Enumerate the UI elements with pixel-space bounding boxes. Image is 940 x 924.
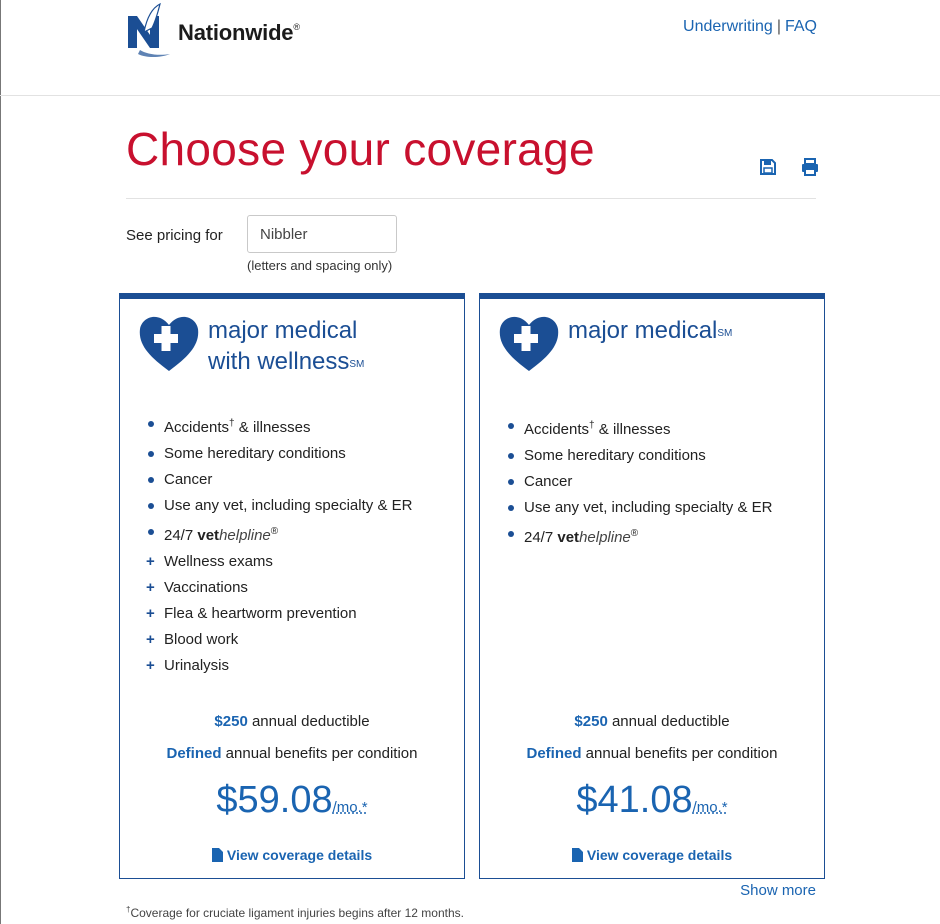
benefits-info: Defined annual benefits per condition [166,745,418,762]
underwriting-link[interactable]: Underwriting [683,18,773,35]
list-item: Accidents† & illnesses [506,413,772,443]
list-item: Cancer [146,467,412,493]
price-period[interactable]: /mo.* [332,799,368,816]
list-item: 24/7 vethelpline® [146,519,412,549]
document-icon [572,848,583,862]
pricing-label: See pricing for [126,227,223,244]
plus-icon: + [146,631,155,648]
deductible-info: $250 annual deductible [574,713,730,730]
view-coverage-details-link[interactable]: View coverage details [480,847,824,863]
service-mark: SM [349,359,365,370]
plan-title-line1: major medical [208,317,358,344]
bullet-dot-icon [508,505,514,511]
bullet-dot-icon [148,503,154,509]
list-item: Accidents† & illnesses [146,411,412,441]
plan-title [208,315,364,377]
save-icon[interactable] [758,157,778,177]
window-left-border [0,0,1,924]
show-more-link[interactable]: Show more [740,882,816,899]
plan-card-major-medical[interactable] [479,293,825,879]
nationwide-logo[interactable] [126,2,326,60]
plan-title-line2: with wellness [208,348,350,375]
bullet-dot-icon [148,421,154,427]
benefits-info: Defined annual benefits per condition [526,745,778,762]
list-item: Cancer [506,469,772,495]
service-mark: SM [717,328,733,339]
deductible-info: $250 annual deductible [214,713,370,730]
page-actions [758,157,820,177]
plan-price [480,779,824,822]
brand-name: Nationwide [178,20,294,45]
plus-icon: + [146,553,155,570]
plan-price [120,779,464,822]
bullet-dot-icon [148,477,154,483]
page-title: Choose your coverage [126,123,595,175]
bullet-dot-icon [508,479,514,485]
brand-reg-mark: ® [293,22,300,32]
plus-icon: + [146,605,155,622]
price-amount: $59.08 [216,779,333,821]
feature-list [146,411,412,679]
plan-title [568,315,732,346]
list-item: + Urinalysis [146,653,412,679]
deductible-amount[interactable]: $250 [214,713,248,730]
list-item: Use any vet, including specialty & ER [506,495,772,521]
bullet-dot-icon [508,453,514,459]
feature-list [506,413,772,551]
bullet-dot-icon [148,451,154,457]
eagle-logo-icon [126,2,174,60]
footnote [126,905,464,920]
view-coverage-details-link[interactable]: View coverage details [120,847,464,863]
bullet-dot-icon [508,531,514,537]
list-item: + Wellness exams [146,549,412,575]
document-icon [212,848,223,862]
benefits-type[interactable]: Defined [166,745,222,762]
plan-title-line1: major medical [568,317,718,344]
nav-separator: | [776,18,781,35]
faq-link[interactable]: FAQ [784,18,817,35]
list-item: + Vaccinations [146,575,412,601]
plus-icon: + [146,657,155,674]
list-item: + Flea & heartworm prevention [146,601,412,627]
heart-cross-icon [498,313,560,373]
price-amount: $41.08 [576,779,693,821]
bullet-dot-icon [148,529,154,535]
price-period[interactable]: /mo.* [692,799,728,816]
list-item: Some hereditary conditions [146,441,412,467]
print-icon[interactable] [800,157,820,177]
site-header [0,0,940,96]
list-item: Some hereditary conditions [506,443,772,469]
plan-card-major-medical-wellness[interactable] [119,293,465,879]
title-divider [126,198,816,199]
footnote-text: Coverage for cruciate ligament injuries begins after 12 months. [130,906,464,920]
pet-name-hint: (letters and spacing only) [247,258,393,273]
pet-name-input[interactable] [247,215,397,253]
bullet-dot-icon [508,423,514,429]
footnote-mark: † [126,905,131,914]
top-nav [683,18,817,36]
benefits-type[interactable]: Defined [526,745,582,762]
list-item: + Blood work [146,627,412,653]
heart-cross-icon [138,313,200,373]
plus-icon: + [146,579,155,596]
list-item: 24/7 vethelpline® [506,521,772,551]
list-item: Use any vet, including specialty & ER [146,493,412,519]
deductible-amount[interactable]: $250 [574,713,608,730]
